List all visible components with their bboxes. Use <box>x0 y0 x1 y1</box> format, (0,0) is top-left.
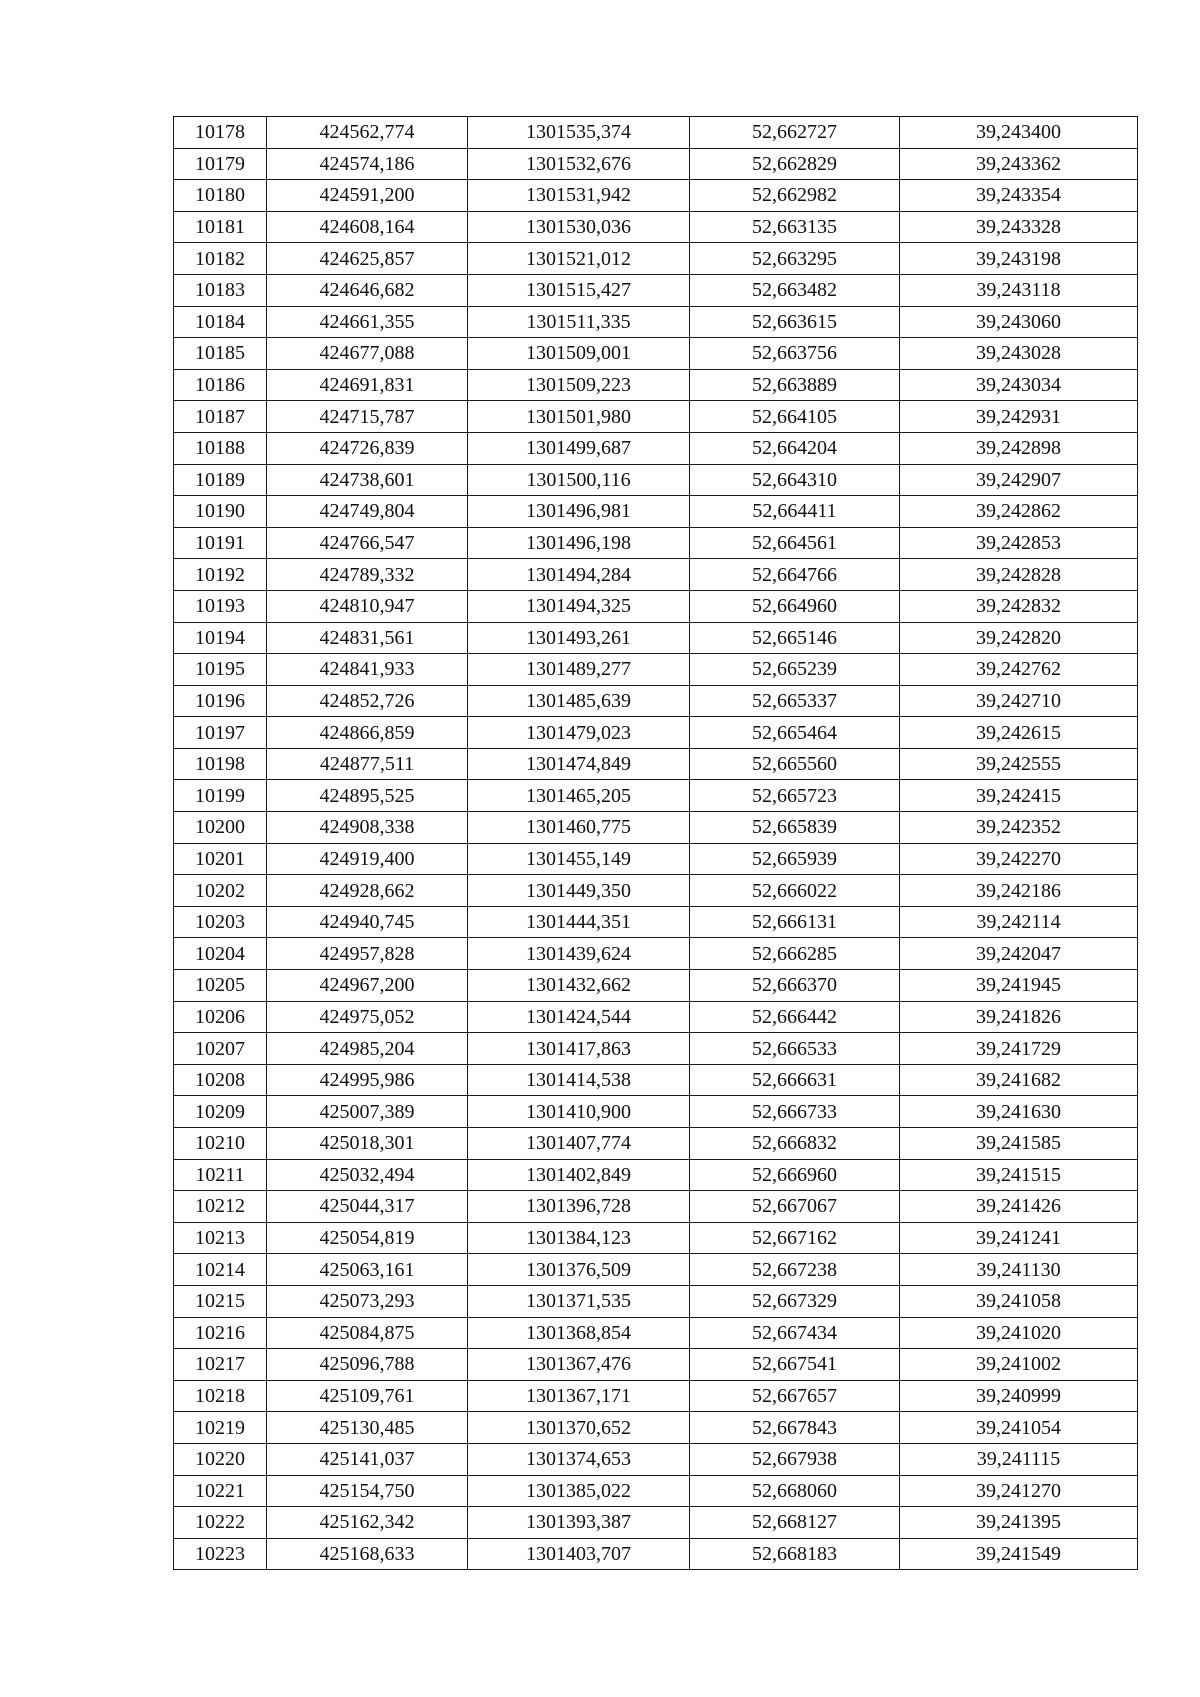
y-coordinate-cell: 1301417,863 <box>468 1033 690 1065</box>
point-number-cell: 10218 <box>174 1380 267 1412</box>
point-number-cell: 10204 <box>174 938 267 970</box>
x-coordinate-cell: 424957,828 <box>267 938 468 970</box>
y-coordinate-cell: 1301384,123 <box>468 1222 690 1254</box>
y-coordinate-cell: 1301396,728 <box>468 1191 690 1223</box>
longitude-cell: 39,243060 <box>900 306 1138 338</box>
point-number-cell: 10221 <box>174 1475 267 1507</box>
table-row <box>174 338 1138 370</box>
x-coordinate-cell: 424975,052 <box>267 1001 468 1033</box>
latitude-cell: 52,665723 <box>690 780 900 812</box>
x-coordinate-cell: 424940,745 <box>267 906 468 938</box>
latitude-cell: 52,667434 <box>690 1317 900 1349</box>
x-coordinate-cell: 424738,601 <box>267 464 468 496</box>
latitude-cell: 52,666733 <box>690 1096 900 1128</box>
point-number-cell: 10207 <box>174 1033 267 1065</box>
latitude-cell: 52,664105 <box>690 401 900 433</box>
table-row <box>174 780 1138 812</box>
x-coordinate-cell: 424928,662 <box>267 875 468 907</box>
point-number-cell: 10206 <box>174 1001 267 1033</box>
latitude-cell: 52,667657 <box>690 1380 900 1412</box>
point-number-cell: 10182 <box>174 243 267 275</box>
point-number-cell: 10215 <box>174 1285 267 1317</box>
y-coordinate-cell: 1301496,981 <box>468 496 690 528</box>
longitude-cell: 39,242186 <box>900 875 1138 907</box>
latitude-cell: 52,663482 <box>690 274 900 306</box>
point-number-cell: 10198 <box>174 748 267 780</box>
latitude-cell: 52,666370 <box>690 970 900 1002</box>
table-row <box>174 432 1138 464</box>
latitude-cell: 52,664204 <box>690 432 900 464</box>
latitude-cell: 52,665239 <box>690 654 900 686</box>
y-coordinate-cell: 1301489,277 <box>468 654 690 686</box>
longitude-cell: 39,242762 <box>900 654 1138 686</box>
point-number-cell: 10190 <box>174 496 267 528</box>
latitude-cell: 52,664411 <box>690 496 900 528</box>
longitude-cell: 39,242820 <box>900 622 1138 654</box>
longitude-cell: 39,241241 <box>900 1222 1138 1254</box>
y-coordinate-cell: 1301474,849 <box>468 748 690 780</box>
table-row <box>174 717 1138 749</box>
table-row <box>174 464 1138 496</box>
point-number-cell: 10196 <box>174 685 267 717</box>
y-coordinate-cell: 1301500,116 <box>468 464 690 496</box>
point-number-cell: 10199 <box>174 780 267 812</box>
longitude-cell: 39,242415 <box>900 780 1138 812</box>
table-row <box>174 1538 1138 1570</box>
x-coordinate-cell: 424895,525 <box>267 780 468 812</box>
point-number-cell: 10185 <box>174 338 267 370</box>
y-coordinate-cell: 1301374,653 <box>468 1443 690 1475</box>
point-number-cell: 10202 <box>174 875 267 907</box>
longitude-cell: 39,242931 <box>900 401 1138 433</box>
point-number-cell: 10197 <box>174 717 267 749</box>
longitude-cell: 39,242907 <box>900 464 1138 496</box>
x-coordinate-cell: 424591,200 <box>267 180 468 212</box>
x-coordinate-cell: 424715,787 <box>267 401 468 433</box>
latitude-cell: 52,665464 <box>690 717 900 749</box>
latitude-cell: 52,666131 <box>690 906 900 938</box>
y-coordinate-cell: 1301370,652 <box>468 1412 690 1444</box>
longitude-cell: 39,243028 <box>900 338 1138 370</box>
table-row <box>174 1033 1138 1065</box>
x-coordinate-cell: 425063,161 <box>267 1254 468 1286</box>
x-coordinate-cell: 424995,986 <box>267 1064 468 1096</box>
point-number-cell: 10178 <box>174 117 267 149</box>
x-coordinate-cell: 424841,933 <box>267 654 468 686</box>
x-coordinate-cell: 424608,164 <box>267 211 468 243</box>
x-coordinate-cell: 425109,761 <box>267 1380 468 1412</box>
table-row <box>174 1443 1138 1475</box>
y-coordinate-cell: 1301407,774 <box>468 1128 690 1160</box>
latitude-cell: 52,667238 <box>690 1254 900 1286</box>
y-coordinate-cell: 1301511,335 <box>468 306 690 338</box>
longitude-cell: 39,242832 <box>900 590 1138 622</box>
table-row <box>174 559 1138 591</box>
longitude-cell: 39,241729 <box>900 1033 1138 1065</box>
latitude-cell: 52,665560 <box>690 748 900 780</box>
longitude-cell: 39,241549 <box>900 1538 1138 1570</box>
longitude-cell: 39,241054 <box>900 1412 1138 1444</box>
latitude-cell: 52,666533 <box>690 1033 900 1065</box>
y-coordinate-cell: 1301393,387 <box>468 1507 690 1539</box>
latitude-cell: 52,666442 <box>690 1001 900 1033</box>
table-row <box>174 685 1138 717</box>
table-row <box>174 1507 1138 1539</box>
latitude-cell: 52,665146 <box>690 622 900 654</box>
latitude-cell: 52,667938 <box>690 1443 900 1475</box>
latitude-cell: 52,664310 <box>690 464 900 496</box>
latitude-cell: 52,666960 <box>690 1159 900 1191</box>
x-coordinate-cell: 424562,774 <box>267 117 468 149</box>
point-number-cell: 10214 <box>174 1254 267 1286</box>
latitude-cell: 52,663295 <box>690 243 900 275</box>
y-coordinate-cell: 1301521,012 <box>468 243 690 275</box>
table-row <box>174 1285 1138 1317</box>
table-row <box>174 211 1138 243</box>
latitude-cell: 52,665939 <box>690 843 900 875</box>
x-coordinate-cell: 425007,389 <box>267 1096 468 1128</box>
table-row <box>174 1064 1138 1096</box>
table-row <box>174 274 1138 306</box>
longitude-cell: 39,242862 <box>900 496 1138 528</box>
table-row <box>174 1349 1138 1381</box>
table-row <box>174 906 1138 938</box>
longitude-cell: 39,242114 <box>900 906 1138 938</box>
y-coordinate-cell: 1301535,374 <box>468 117 690 149</box>
table-row <box>174 748 1138 780</box>
table-row <box>174 1222 1138 1254</box>
longitude-cell: 39,242828 <box>900 559 1138 591</box>
latitude-cell: 52,664561 <box>690 527 900 559</box>
latitude-cell: 52,665337 <box>690 685 900 717</box>
table-row <box>174 1254 1138 1286</box>
point-number-cell: 10183 <box>174 274 267 306</box>
longitude-cell: 39,242898 <box>900 432 1138 464</box>
longitude-cell: 39,241585 <box>900 1128 1138 1160</box>
x-coordinate-cell: 425130,485 <box>267 1412 468 1444</box>
x-coordinate-cell: 424625,857 <box>267 243 468 275</box>
y-coordinate-cell: 1301439,624 <box>468 938 690 970</box>
point-number-cell: 10209 <box>174 1096 267 1128</box>
latitude-cell: 52,666832 <box>690 1128 900 1160</box>
table-row <box>174 843 1138 875</box>
longitude-cell: 39,241426 <box>900 1191 1138 1223</box>
point-number-cell: 10213 <box>174 1222 267 1254</box>
latitude-cell: 52,668060 <box>690 1475 900 1507</box>
y-coordinate-cell: 1301414,538 <box>468 1064 690 1096</box>
table-row <box>174 527 1138 559</box>
table-row <box>174 148 1138 180</box>
longitude-cell: 39,241270 <box>900 1475 1138 1507</box>
latitude-cell: 52,666631 <box>690 1064 900 1096</box>
point-number-cell: 10181 <box>174 211 267 243</box>
point-number-cell: 10180 <box>174 180 267 212</box>
latitude-cell: 52,663889 <box>690 369 900 401</box>
y-coordinate-cell: 1301385,022 <box>468 1475 690 1507</box>
point-number-cell: 10201 <box>174 843 267 875</box>
point-number-cell: 10184 <box>174 306 267 338</box>
x-coordinate-cell: 424646,682 <box>267 274 468 306</box>
longitude-cell: 39,242615 <box>900 717 1138 749</box>
x-coordinate-cell: 425044,317 <box>267 1191 468 1223</box>
x-coordinate-cell: 424877,511 <box>267 748 468 780</box>
table-row <box>174 306 1138 338</box>
y-coordinate-cell: 1301509,223 <box>468 369 690 401</box>
y-coordinate-cell: 1301499,687 <box>468 432 690 464</box>
y-coordinate-cell: 1301493,261 <box>468 622 690 654</box>
longitude-cell: 39,241515 <box>900 1159 1138 1191</box>
latitude-cell: 52,663756 <box>690 338 900 370</box>
x-coordinate-cell: 424661,355 <box>267 306 468 338</box>
coordinates-table <box>173 116 1138 1570</box>
longitude-cell: 39,242710 <box>900 685 1138 717</box>
x-coordinate-cell: 425168,633 <box>267 1538 468 1570</box>
latitude-cell: 52,667329 <box>690 1285 900 1317</box>
x-coordinate-cell: 424691,831 <box>267 369 468 401</box>
y-coordinate-cell: 1301465,205 <box>468 780 690 812</box>
table-row <box>174 496 1138 528</box>
x-coordinate-cell: 424908,338 <box>267 812 468 844</box>
y-coordinate-cell: 1301501,980 <box>468 401 690 433</box>
y-coordinate-cell: 1301371,535 <box>468 1285 690 1317</box>
table-row <box>174 243 1138 275</box>
y-coordinate-cell: 1301410,900 <box>468 1096 690 1128</box>
longitude-cell: 39,241115 <box>900 1443 1138 1475</box>
longitude-cell: 39,242352 <box>900 812 1138 844</box>
y-coordinate-cell: 1301432,662 <box>468 970 690 1002</box>
point-number-cell: 10203 <box>174 906 267 938</box>
point-number-cell: 10222 <box>174 1507 267 1539</box>
y-coordinate-cell: 1301455,149 <box>468 843 690 875</box>
point-number-cell: 10210 <box>174 1128 267 1160</box>
point-number-cell: 10194 <box>174 622 267 654</box>
x-coordinate-cell: 425084,875 <box>267 1317 468 1349</box>
point-number-cell: 10188 <box>174 432 267 464</box>
latitude-cell: 52,662727 <box>690 117 900 149</box>
longitude-cell: 39,243362 <box>900 148 1138 180</box>
point-number-cell: 10186 <box>174 369 267 401</box>
y-coordinate-cell: 1301531,942 <box>468 180 690 212</box>
table-row <box>174 875 1138 907</box>
point-number-cell: 10205 <box>174 970 267 1002</box>
x-coordinate-cell: 425141,037 <box>267 1443 468 1475</box>
table-row <box>174 117 1138 149</box>
point-number-cell: 10220 <box>174 1443 267 1475</box>
latitude-cell: 52,665839 <box>690 812 900 844</box>
y-coordinate-cell: 1301376,509 <box>468 1254 690 1286</box>
latitude-cell: 52,666022 <box>690 875 900 907</box>
longitude-cell: 39,241058 <box>900 1285 1138 1317</box>
point-number-cell: 10179 <box>174 148 267 180</box>
x-coordinate-cell: 425018,301 <box>267 1128 468 1160</box>
y-coordinate-cell: 1301403,707 <box>468 1538 690 1570</box>
point-number-cell: 10219 <box>174 1412 267 1444</box>
longitude-cell: 39,242047 <box>900 938 1138 970</box>
point-number-cell: 10192 <box>174 559 267 591</box>
latitude-cell: 52,666285 <box>690 938 900 970</box>
point-number-cell: 10195 <box>174 654 267 686</box>
coordinates-table-body <box>174 117 1138 1570</box>
x-coordinate-cell: 424852,726 <box>267 685 468 717</box>
x-coordinate-cell: 425054,819 <box>267 1222 468 1254</box>
x-coordinate-cell: 424831,561 <box>267 622 468 654</box>
point-number-cell: 10189 <box>174 464 267 496</box>
y-coordinate-cell: 1301479,023 <box>468 717 690 749</box>
table-row <box>174 1159 1138 1191</box>
latitude-cell: 52,664960 <box>690 590 900 622</box>
longitude-cell: 39,241826 <box>900 1001 1138 1033</box>
y-coordinate-cell: 1301494,325 <box>468 590 690 622</box>
y-coordinate-cell: 1301496,198 <box>468 527 690 559</box>
table-row <box>174 1128 1138 1160</box>
y-coordinate-cell: 1301509,001 <box>468 338 690 370</box>
latitude-cell: 52,668183 <box>690 1538 900 1570</box>
longitude-cell: 39,241130 <box>900 1254 1138 1286</box>
x-coordinate-cell: 424789,332 <box>267 559 468 591</box>
latitude-cell: 52,662829 <box>690 148 900 180</box>
y-coordinate-cell: 1301367,171 <box>468 1380 690 1412</box>
x-coordinate-cell: 425073,293 <box>267 1285 468 1317</box>
longitude-cell: 39,241630 <box>900 1096 1138 1128</box>
point-number-cell: 10216 <box>174 1317 267 1349</box>
x-coordinate-cell: 424749,804 <box>267 496 468 528</box>
table-row <box>174 590 1138 622</box>
table-row <box>174 1317 1138 1349</box>
latitude-cell: 52,667162 <box>690 1222 900 1254</box>
table-row <box>174 180 1138 212</box>
latitude-cell: 52,668127 <box>690 1507 900 1539</box>
x-coordinate-cell: 424677,088 <box>267 338 468 370</box>
x-coordinate-cell: 424919,400 <box>267 843 468 875</box>
y-coordinate-cell: 1301444,351 <box>468 906 690 938</box>
table-row <box>174 938 1138 970</box>
longitude-cell: 39,241395 <box>900 1507 1138 1539</box>
y-coordinate-cell: 1301402,849 <box>468 1159 690 1191</box>
latitude-cell: 52,667541 <box>690 1349 900 1381</box>
latitude-cell: 52,663135 <box>690 211 900 243</box>
longitude-cell: 39,243118 <box>900 274 1138 306</box>
y-coordinate-cell: 1301485,639 <box>468 685 690 717</box>
longitude-cell: 39,243034 <box>900 369 1138 401</box>
point-number-cell: 10217 <box>174 1349 267 1381</box>
longitude-cell: 39,241002 <box>900 1349 1138 1381</box>
table-row <box>174 1412 1138 1444</box>
x-coordinate-cell: 424985,204 <box>267 1033 468 1065</box>
longitude-cell: 39,241682 <box>900 1064 1138 1096</box>
latitude-cell: 52,663615 <box>690 306 900 338</box>
point-number-cell: 10211 <box>174 1159 267 1191</box>
table-row <box>174 622 1138 654</box>
x-coordinate-cell: 424866,859 <box>267 717 468 749</box>
point-number-cell: 10208 <box>174 1064 267 1096</box>
y-coordinate-cell: 1301532,676 <box>468 148 690 180</box>
latitude-cell: 52,664766 <box>690 559 900 591</box>
table-row <box>174 1001 1138 1033</box>
table-row <box>174 654 1138 686</box>
y-coordinate-cell: 1301449,350 <box>468 875 690 907</box>
latitude-cell: 52,662982 <box>690 180 900 212</box>
longitude-cell: 39,242555 <box>900 748 1138 780</box>
table-row <box>174 812 1138 844</box>
longitude-cell: 39,243198 <box>900 243 1138 275</box>
table-row <box>174 1380 1138 1412</box>
table-row <box>174 401 1138 433</box>
longitude-cell: 39,241020 <box>900 1317 1138 1349</box>
table-row <box>174 369 1138 401</box>
x-coordinate-cell: 424967,200 <box>267 970 468 1002</box>
table-row <box>174 1096 1138 1128</box>
y-coordinate-cell: 1301367,476 <box>468 1349 690 1381</box>
point-number-cell: 10191 <box>174 527 267 559</box>
x-coordinate-cell: 424766,547 <box>267 527 468 559</box>
y-coordinate-cell: 1301368,854 <box>468 1317 690 1349</box>
longitude-cell: 39,243400 <box>900 117 1138 149</box>
x-coordinate-cell: 425154,750 <box>267 1475 468 1507</box>
longitude-cell: 39,240999 <box>900 1380 1138 1412</box>
point-number-cell: 10200 <box>174 812 267 844</box>
x-coordinate-cell: 424810,947 <box>267 590 468 622</box>
y-coordinate-cell: 1301460,775 <box>468 812 690 844</box>
x-coordinate-cell: 424726,839 <box>267 432 468 464</box>
latitude-cell: 52,667843 <box>690 1412 900 1444</box>
point-number-cell: 10223 <box>174 1538 267 1570</box>
longitude-cell: 39,243328 <box>900 211 1138 243</box>
table-row <box>174 1475 1138 1507</box>
y-coordinate-cell: 1301424,544 <box>468 1001 690 1033</box>
table-row <box>174 970 1138 1002</box>
latitude-cell: 52,667067 <box>690 1191 900 1223</box>
x-coordinate-cell: 425032,494 <box>267 1159 468 1191</box>
table-row <box>174 1191 1138 1223</box>
longitude-cell: 39,241945 <box>900 970 1138 1002</box>
point-number-cell: 10193 <box>174 590 267 622</box>
longitude-cell: 39,243354 <box>900 180 1138 212</box>
longitude-cell: 39,242270 <box>900 843 1138 875</box>
x-coordinate-cell: 425162,342 <box>267 1507 468 1539</box>
x-coordinate-cell: 425096,788 <box>267 1349 468 1381</box>
y-coordinate-cell: 1301530,036 <box>468 211 690 243</box>
point-number-cell: 10212 <box>174 1191 267 1223</box>
x-coordinate-cell: 424574,186 <box>267 148 468 180</box>
y-coordinate-cell: 1301515,427 <box>468 274 690 306</box>
point-number-cell: 10187 <box>174 401 267 433</box>
longitude-cell: 39,242853 <box>900 527 1138 559</box>
y-coordinate-cell: 1301494,284 <box>468 559 690 591</box>
